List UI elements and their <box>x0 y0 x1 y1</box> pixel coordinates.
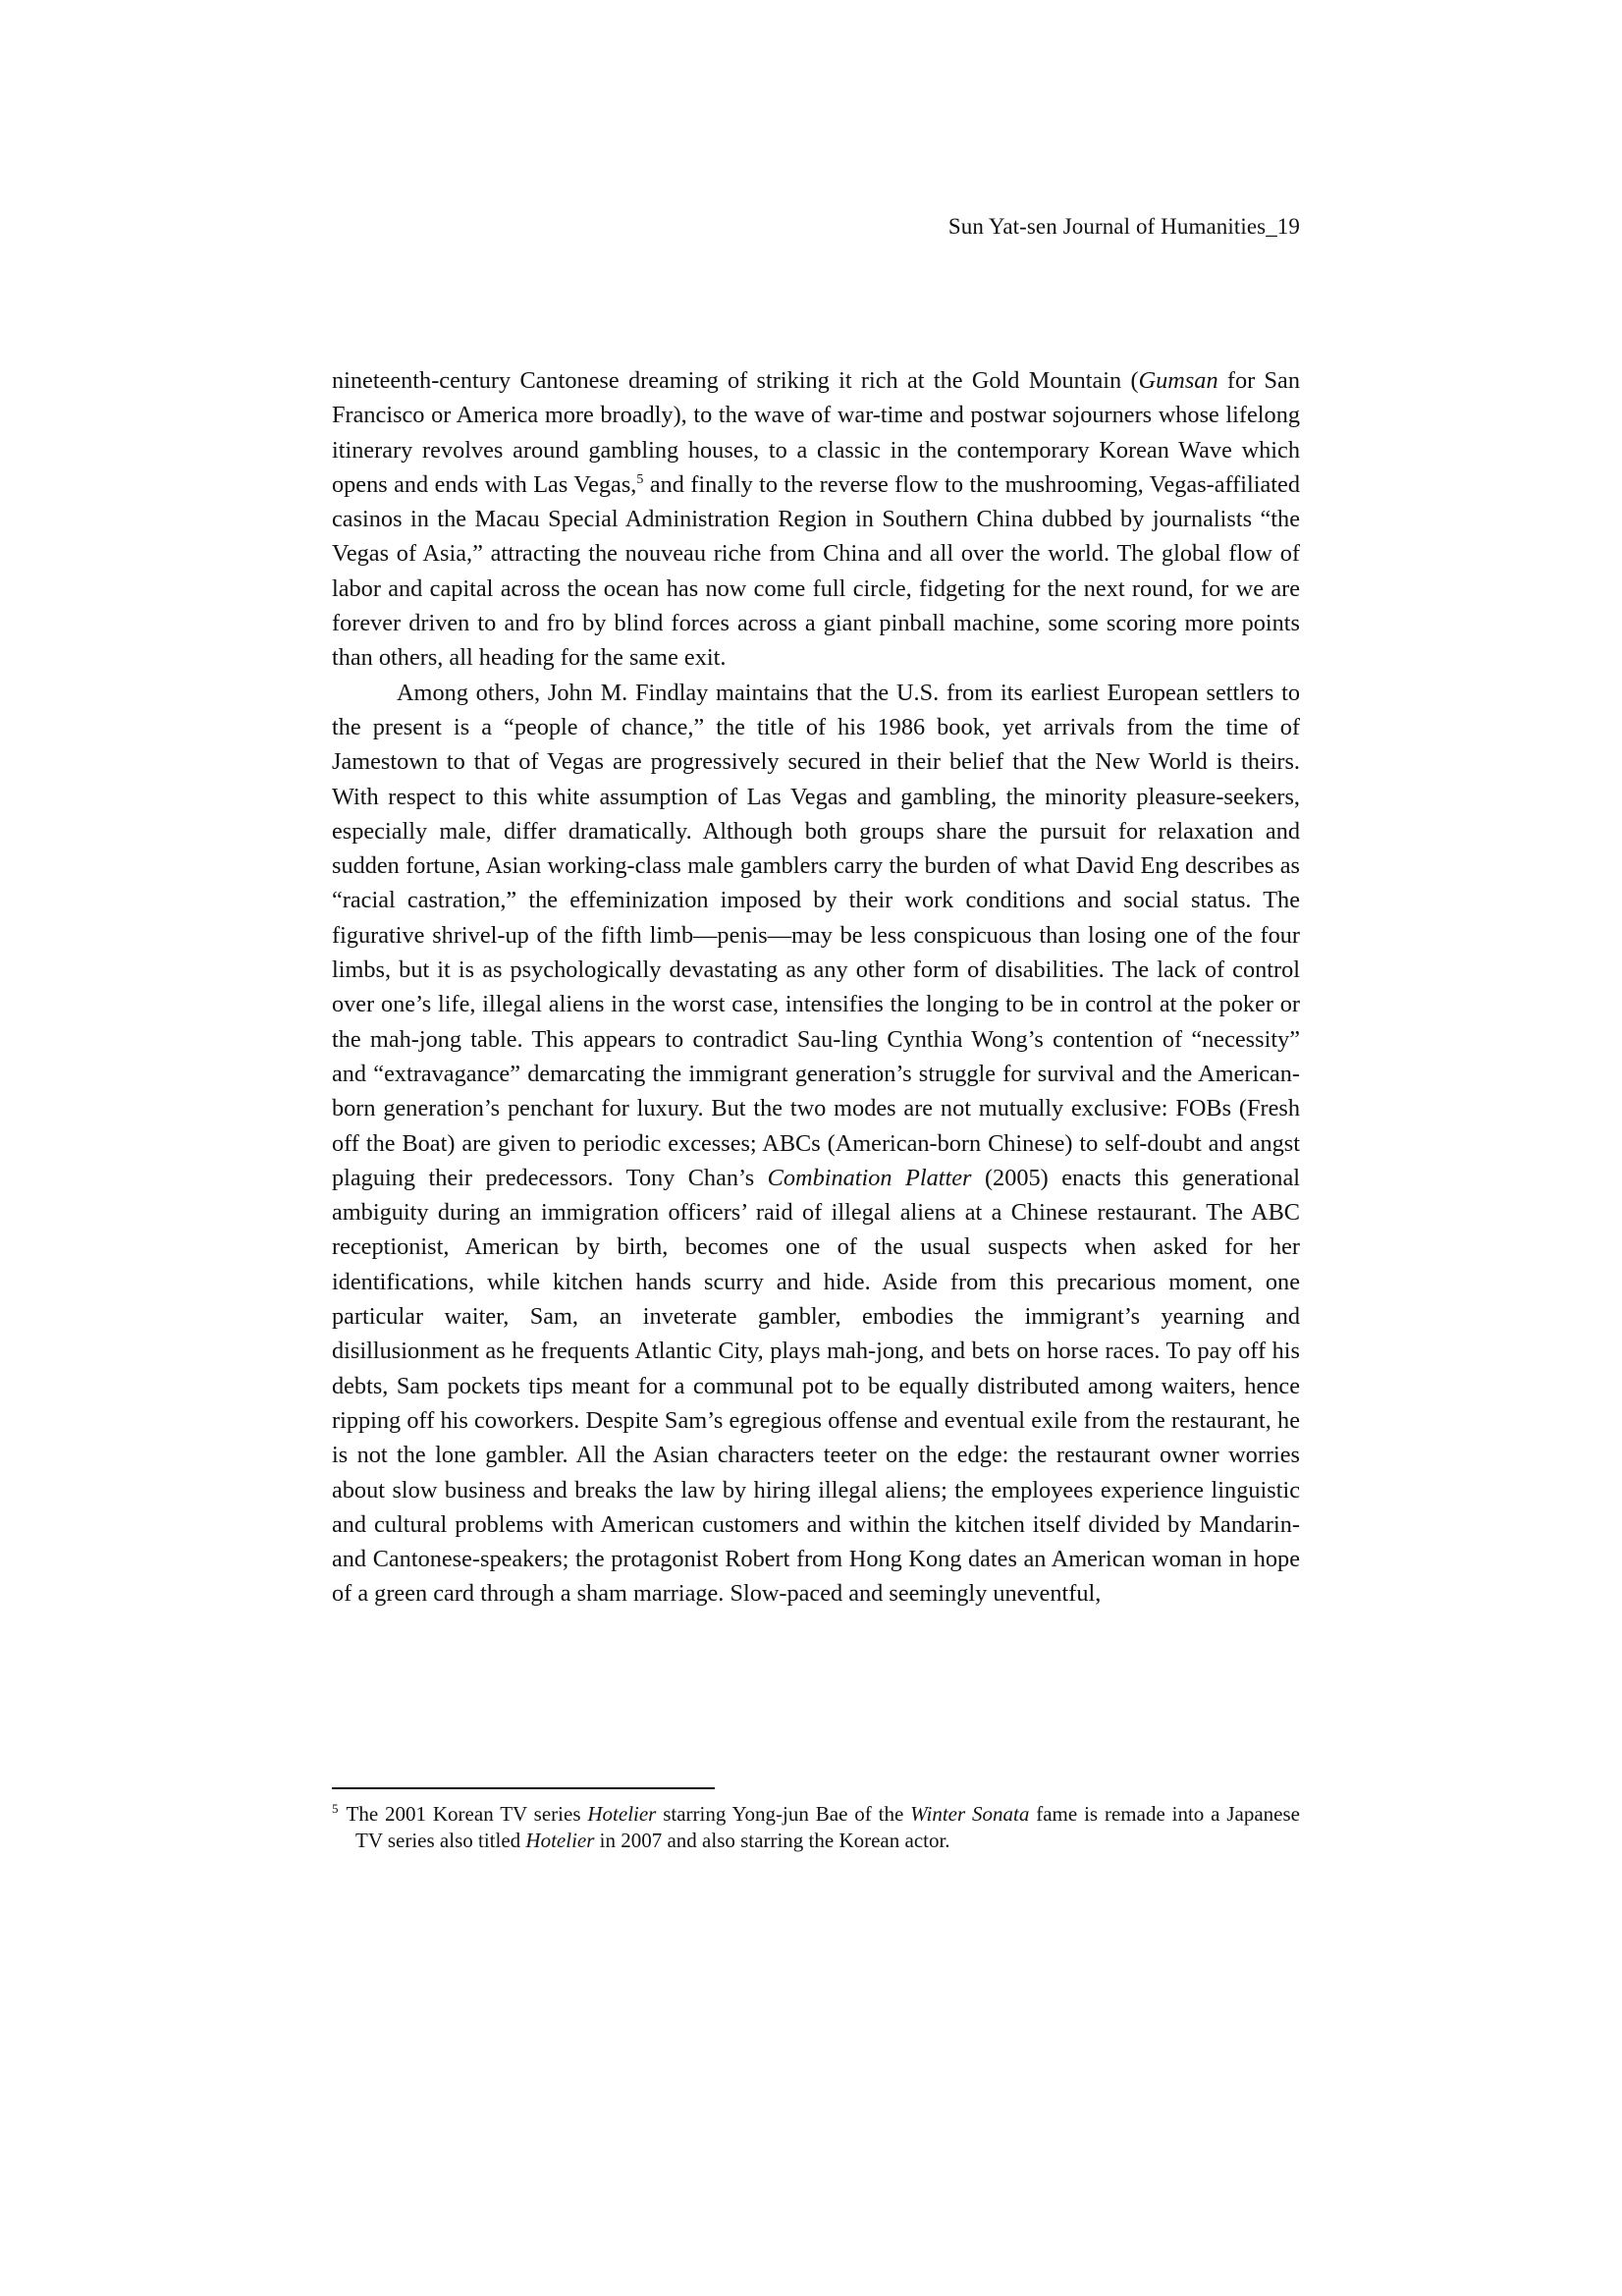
footnote-title-hotelier-japanese: Hotelier <box>525 1829 595 1852</box>
paragraph-2 <box>332 676 1300 1612</box>
footnote-title-winter-sonata: Winter Sonata <box>910 1802 1030 1826</box>
footnote-mark: 5 <box>332 1801 339 1816</box>
paragraph-1 <box>332 363 1300 676</box>
paragraph-1-text-b: for San Francisco or America more broadly), to the wave of war-time and postwar sojourners whose lifelong itinerary revolves around gambling houses, to a classic in the contemporary Korean Wave which opens and ends with Las Vegas, <box>332 367 1300 498</box>
footnote-text-d: in 2007 and also starring the Korean actor. <box>594 1829 950 1852</box>
footnote-text-a: The 2001 Korean TV series <box>346 1802 588 1826</box>
term-gumsan: Gumsan <box>1138 367 1218 394</box>
paragraph-1-text-c: and finally to the reverse flow to the mushrooming, Vegas-affiliated casinos in the Macau Special Administration Region in Southern China dubbed by journalists “the Vegas of Asia,” attracting the nouveau riche from China and all over the world. The global flow of labor and capital across the ocean has now come full circle, fidgeting for the next round, for we are forever driven to and fro by blind forces across a giant pinball machine, some scoring more points than others, all heading for the same exit. <box>332 470 1300 672</box>
footnote-reference[interactable]: 5 <box>636 471 644 487</box>
footnote-text-b: starring Yong-jun Bae of the <box>656 1802 911 1826</box>
footnote <box>332 1801 1300 1854</box>
footnote-body <box>332 1801 1300 1854</box>
footnote-divider <box>332 1787 715 1789</box>
paragraph-1-text-a: nineteenth-century Cantonese dreaming of striking it rich at the Gold Mountain ( <box>332 367 1139 394</box>
body-text <box>332 363 1300 1612</box>
footnote-text-c: fame is remade into a Japanese TV series also titled <box>355 1802 1300 1852</box>
film-title: Combination Platter <box>767 1164 972 1191</box>
footnote-title-hotelier: Hotelier <box>587 1802 657 1826</box>
running-head: Sun Yat-sen Journal of Humanities_19 <box>947 214 1300 239</box>
paragraph-2-text-a: Among others, John M. Findlay maintains that the U.S. from its earliest European settlers to the present is a “people of chance,” the title of his 1986 book, yet arrivals from the time of Jamestown to that of Vegas are progressively secured in their belief that the New World is theirs. With respect to this white assumption of Las Vegas and gambling, the minority pleasure-seekers, especially male, differ dramatically. Although both groups share the pursuit for relaxation and sudden fortune, Asian working-class male gamblers carry the burden of what David Eng describes as “racial castration,” the effeminization imposed by their work conditions and social status. The figurative shrivel-up of the fifth limb—penis—may be less conspicuous than losing one of the four limbs, but it is as psychologically devastating as any other form of disabilities. The lack of control over one’s life, illegal aliens in the worst case, intensifies the longing to be in control at the poker or the mah-jong table. This appears to contradict Sau-ling Cynthia Wong’s contention of “necessity” and “extravagance” demarcating the immigrant generation’s struggle for survival and the American-born generation’s penchant for luxury. But the two modes are not mutually exclusive: FOBs (Fresh off the Boat) are given to periodic excesses; ABCs (American-born Chinese) to self-doubt and angst plaguing their predecessors. Tony Chan’s <box>332 679 1300 1191</box>
paragraph-2-text-b: (2005) enacts this generational ambiguity during an immigration officers’ raid of illegal aliens at a Chinese restaurant. The ABC receptionist, American by birth, becomes one of the usual suspects when asked for her identifications, while kitchen hands scurry and hide. Aside from this precarious moment, one particular waiter, Sam, an inveterate gambler, embodies the immigrant’s yearning and disillusionment as he frequents Atlantic City, plays mah-jong, and bets on horse races. To pay off his debts, Sam pockets tips meant for a communal pot to be equally distributed among waiters, hence ripping off his coworkers. Despite Sam’s egregious offense and eventual exile from the restaurant, he is not the lone gambler. All the Asian characters teeter on the edge: the restaurant owner worries about slow business and breaks the law by hiring illegal aliens; the employees experience linguistic and cultural problems with American customers and within the kitchen itself divided by Mandarin- and Cantonese-speakers; the protagonist Robert from Hong Kong dates an American woman in hope of a green card through a sham marriage. Slow-paced and seemingly uneventful, <box>332 1164 1300 1608</box>
